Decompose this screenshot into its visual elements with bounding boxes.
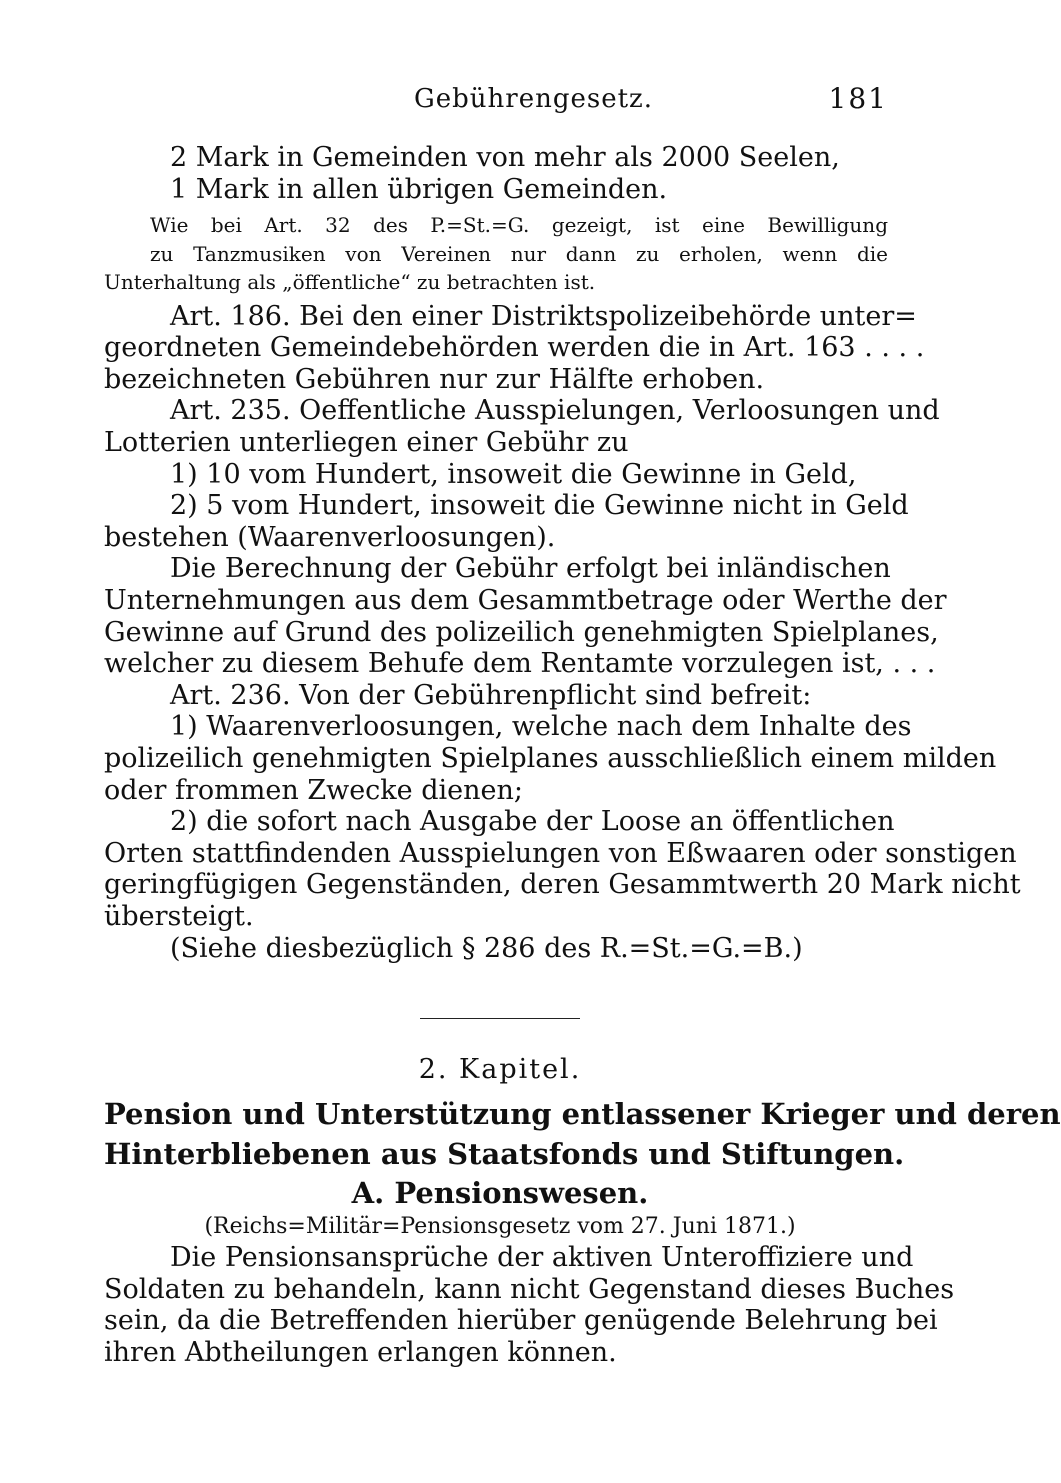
text-line: ihren Abtheilungen erlangen können. bbox=[104, 1336, 617, 1368]
text-line: Unternehmungen aus dem Gesammtbetrage oder Werthe der bbox=[104, 585, 947, 617]
chapter-title-line: Hinterbliebenen aus Staatsfonds und Stiftungen. bbox=[104, 1137, 905, 1171]
text-line: 2 Mark in Gemeinden von mehr als 2000 Seelen, bbox=[170, 142, 840, 173]
text-line: polizeilich genehmigten Spielplanes ausschließlich einem milden bbox=[104, 743, 997, 774]
note-line: zu Tanzmusiken von Vereinen nur dann zu erholen, wenn die bbox=[150, 241, 888, 266]
text-line: 1 Mark in allen übrigen Gemeinden. bbox=[170, 173, 668, 205]
text-line: Lotterien unterliegen einer Gebühr zu bbox=[104, 427, 629, 459]
text-line: geordneten Gemeindebehörden werden die in Art. 163 . . . . bbox=[104, 332, 925, 364]
section-divider bbox=[420, 1018, 580, 1019]
article-text-block bbox=[104, 142, 1021, 964]
chapter-title bbox=[104, 1094, 1061, 1174]
list-item: 1) Waarenverloosungen, welche nach dem Inhalte des bbox=[170, 711, 912, 743]
text-line: bestehen (Waarenverloosungen). bbox=[104, 521, 556, 553]
page-number: 181 bbox=[828, 82, 888, 115]
note-line: Unterhaltung als „öffentliche“ zu betrachten ist. bbox=[104, 270, 596, 295]
text-line: Die Berechnung der Gebühr erfolgt bei inländischen bbox=[170, 553, 891, 585]
closing-text-block bbox=[104, 1242, 955, 1368]
text-line: Die Pensionsansprüche der aktiven Unteroffiziere und bbox=[170, 1242, 914, 1273]
chapter-title-line: Pension und Unterstützung entlassener Krieger und deren bbox=[104, 1097, 1061, 1131]
text-line: Soldaten zu behandeln, kann nicht Gegenstand dieses Buches bbox=[104, 1273, 955, 1305]
list-item: 1) 10 vom Hundert, insoweit die Gewinne in Geld, bbox=[170, 458, 857, 490]
text-line: sein, da die Betreffenden hierüber genügende Belehrung bei bbox=[104, 1305, 938, 1337]
text-line: Orten stattfindenden Ausspielungen von Eßwaaren oder sonstigen bbox=[104, 837, 1017, 869]
text-line: (Siehe diesbezüglich § 286 des R.=St.=G.=B.) bbox=[170, 932, 803, 964]
text-line: Art. 186. Bei den einer Distriktspolizeibehörde unter= bbox=[170, 300, 917, 332]
text-line: bezeichneten Gebühren nur zur Hälfte erhoben. bbox=[104, 363, 765, 395]
section-title: A. Pensionswesen. bbox=[351, 1176, 649, 1210]
list-item: 2) 5 vom Hundert, insoweit die Gewinne nicht in Geld bbox=[170, 490, 909, 522]
text-line: Art. 235. Oeffentliche Ausspielungen, Verloosungen und bbox=[170, 395, 940, 427]
note-line: Wie bei Art. 32 des P.=St.=G. gezeigt, ist eine Bewilligung bbox=[150, 213, 888, 238]
running-head-title: Gebührengesetz. bbox=[414, 84, 654, 114]
footnote-block bbox=[104, 211, 888, 297]
section-reference: (Reichs=Militär=Pensionsgesetz vom 27. Juni 1871.) bbox=[204, 1214, 796, 1239]
text-line: Art. 236. Von der Gebührenpflicht sind befreit: bbox=[170, 679, 812, 711]
text-line: übersteigt. bbox=[104, 900, 254, 932]
list-item: 2) die sofort nach Ausgabe der Loose an öffentlichen bbox=[170, 806, 895, 838]
text-line: oder frommen Zwecke dienen; bbox=[104, 774, 523, 806]
text-line: Gewinne auf Grund des polizeilich genehmigten Spielplanes, bbox=[104, 616, 939, 648]
text-line: geringfügigen Gegenständen, deren Gesammtwerth 20 Mark nicht bbox=[104, 869, 1021, 901]
chapter-number: 2. Kapitel. bbox=[418, 1054, 582, 1085]
text-line: welcher zu diesem Behufe dem Rentamte vorzulegen ist, . . . bbox=[104, 648, 936, 680]
running-head bbox=[104, 80, 888, 120]
